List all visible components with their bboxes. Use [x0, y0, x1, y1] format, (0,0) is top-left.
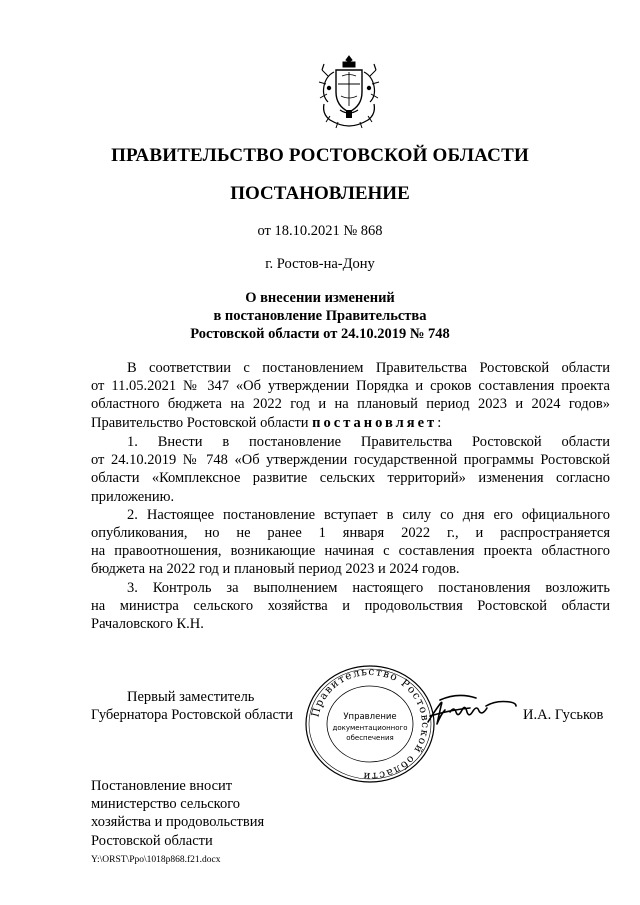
note-line: министерство сельского	[91, 796, 241, 813]
signer-position-line: Первый заместитель	[127, 689, 255, 705]
file-path: Y:\ORST\Ppo\1018p868.f21.docx	[91, 855, 221, 865]
note-line: хозяйства и продовольствия	[91, 814, 265, 831]
item-1-line: от 24.10.2019 № 748 «Об утверждении государственной программы Ростовской	[91, 452, 610, 469]
subject-line: Ростовской области от 24.10.2019 № 748	[190, 326, 450, 342]
preamble-line	[91, 414, 610, 432]
item-1-line: приложению.	[91, 488, 175, 505]
signer-name: И.А. Гуськов	[523, 707, 604, 723]
items-block	[91, 433, 610, 633]
official-stamp	[302, 663, 438, 785]
signer-position-line: Губернатора Ростовской области	[91, 707, 294, 724]
document-type: ПОСТАНОВЛЕНИЕ	[230, 183, 410, 204]
government-title: ПРАВИТЕЛЬСТВО РОСТОВСКОЙ ОБЛАСТИ	[111, 145, 529, 166]
signer-position	[91, 688, 293, 724]
subject-line: в постановление Правительства	[213, 308, 427, 324]
item-3-line: Рачаловского К.Н.	[91, 616, 204, 633]
note-line: Постановление вносит	[91, 778, 233, 794]
date-number: от 18.10.2021 № 868	[257, 223, 383, 239]
item-2-line: опубликования, но не ранее 1 января 2022 г., и распространяется	[91, 525, 610, 542]
coat-of-arms-icon	[316, 52, 382, 130]
preamble-paragraph	[91, 359, 610, 432]
preamble-subject: Правительство Ростовской области	[91, 414, 309, 431]
preamble-line: от 11.05.2021 № 347 «Об утверждении Порядка и сроков составления проекта	[91, 378, 610, 395]
stamp-ring-text: Правительство Ростовской области	[309, 665, 432, 783]
document-subject	[0, 289, 640, 343]
item-2-line: бюджета на 2022 год и плановый период 2023 и 2024 годов.	[91, 561, 460, 578]
preamble-line: В соответствии с постановлением Правительства Ростовской области	[127, 360, 610, 376]
note-line: Ростовской области	[91, 832, 213, 849]
place: г. Ростов-на-Дону	[265, 256, 375, 272]
stamp-line: обеспечения	[346, 734, 394, 742]
subject-line: О внесении изменений	[245, 290, 395, 306]
stamp-line: документационного	[332, 724, 408, 732]
item-3-line: 3. Контроль за выполнением настоящего постановления возложить	[127, 579, 610, 596]
item-2-line: на правоотношения, возникающие начиная с составления проекта областного	[91, 543, 610, 560]
submitting-body-note	[91, 777, 264, 850]
item-1-line: 1. Внести в постановление Правительства Ростовской области	[127, 434, 610, 450]
item-2-line: 2. Настоящее постановление вступает в силу со дня его официального	[127, 506, 610, 523]
stamp-line: Управление	[343, 712, 397, 722]
item-1-line: области «Комплексное развитие сельских территорий» изменения согласно	[91, 470, 610, 487]
decree-colon: :	[437, 414, 442, 431]
item-3-line: на министра сельского хозяйства и продовольствия Ростовской области	[91, 597, 610, 614]
preamble-line: областного бюджета на 2022 год и на плановый период 2023 и 2024 годов»	[91, 396, 610, 413]
decree-word: постановляет	[312, 414, 438, 431]
handwritten-signature-icon	[426, 692, 518, 728]
